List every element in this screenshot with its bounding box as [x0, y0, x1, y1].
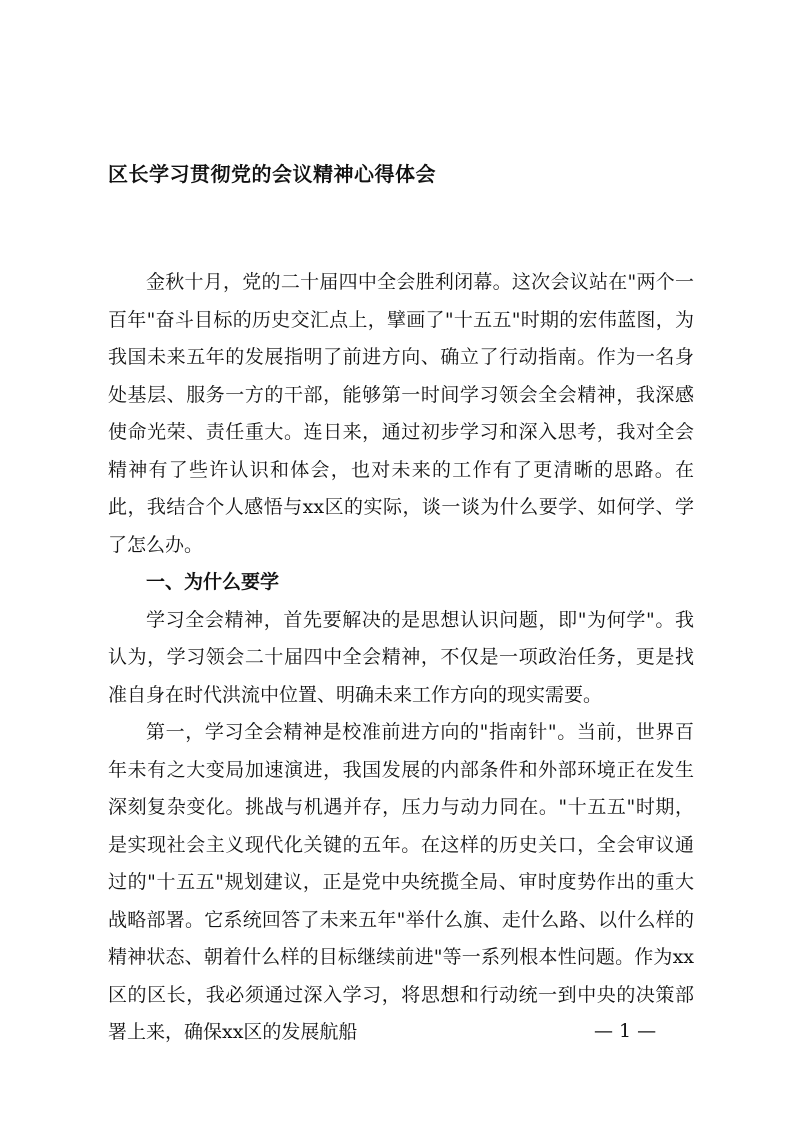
- section-paragraph-1: 学习全会精神，首先要解决的是思想认识问题，即"为何学"。我认为，学习领会二十届四中全会精神，不仅是一项政治任务，更是找准自身在时代洪流中位置、明确未来工作方向的现实需要。: [108, 608, 694, 706]
- document-body: [108, 264, 694, 1052]
- document-title: 区长学习贯彻党的会议精神心得体会: [108, 162, 436, 186]
- page-number: — 1 —: [594, 1020, 657, 1042]
- section-paragraph-2: 第一，学习全会精神是校准前进方向的"指南针"。当前，世界百年未有之大变局加速演进，我国发展的内部条件和外部环境正在发生深刻复杂变化。挑战与机遇并存，压力与动力同在。"十五五"时期，是实现社会主义现代化关键的五年。在这样的历史关口，全会审议通过的"十五五"规划建议，正是党中央统揽全局、审时度势作出的重大战略部署。它系统回答了未来五年"举什么旗、走什么路、以什么样的精神状态、朝着什么样的目标继续前进"等一系列根本性问题。作为xx区的区长，我必须通过深入学习，将思想和行动统一到中央的决策部署上来，确保xx区的发展航船: [108, 721, 694, 1043]
- intro-paragraph: 金秋十月，党的二十届四中全会胜利闭幕。这次会议站在"两个一百年"奋斗目标的历史交汇点上，擘画了"十五五"时期的宏伟蓝图，为我国未来五年的发展指明了前进方向、确立了行动指南。作为一名身处基层、服务一方的干部，能够第一时间学习领会全会精神，我深感使命光荣、责任重大。连日来，通过初步学习和深入思考，我对全会精神有了些许认识和体会，也对未来的工作有了更清晰的思路。在此，我结合个人感悟与xx区的实际，谈一谈为什么要学、如何学、学了怎么办。: [108, 271, 694, 556]
- section-heading: 一、为什么要学: [146, 571, 280, 593]
